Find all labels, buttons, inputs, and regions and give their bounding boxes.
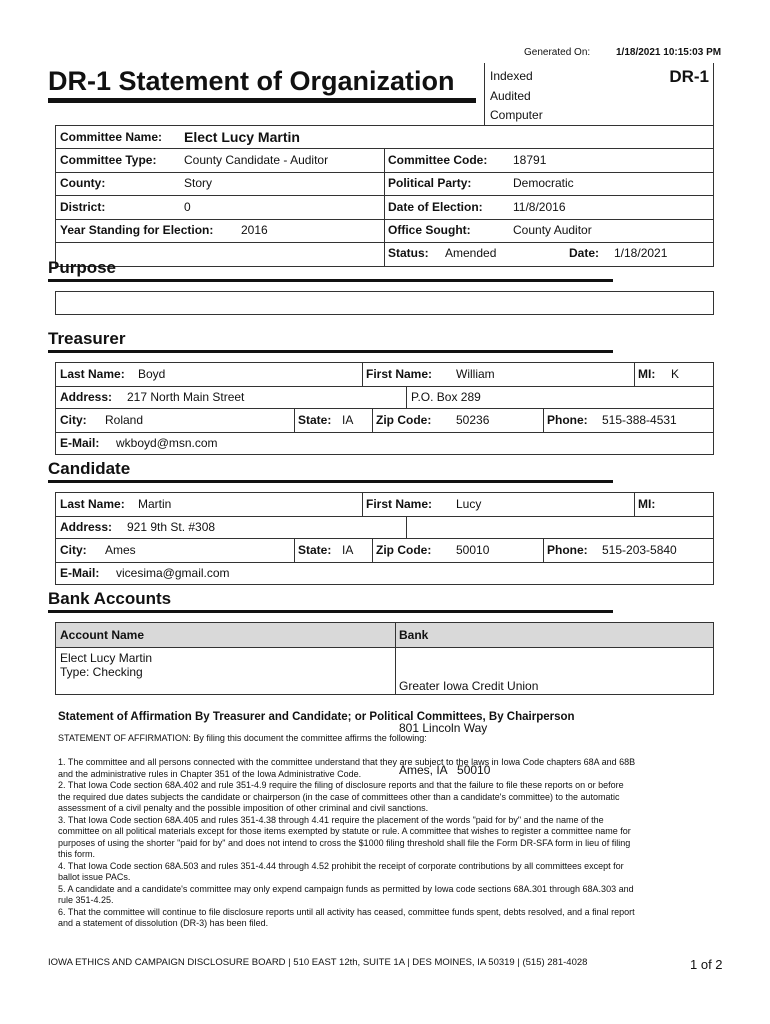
party-value: Democratic [513,176,574,190]
candidate-state-label: State: [298,543,332,557]
candidate-city-label: City: [60,543,87,557]
affirmation-line: 6. That the committee will continue to file disclosure reports until all activity has ceased, committee funds spent, debts resolved, and a final report [58,906,635,917]
affirmation-line: purposes of using the shorter "paid for by" and does not intend to cross the $1000 filing threshold shall file the Form DR-SFA form in lieu of filing [58,837,631,848]
party-label: Political Party: [388,176,472,190]
bank-account-type: Type: Checking [60,665,143,679]
treasurer-zip-label: Zip Code: [376,413,432,427]
treasurer-mi-value: K [671,367,680,381]
treasurer-first-value: William [456,367,495,381]
office-value: County Auditor [513,223,592,237]
candidate-first-value: Lucy [456,497,482,511]
treasurer-title: Treasurer [48,329,126,348]
computer-text: Computer [490,108,543,122]
bank-col-account: Account Name [60,628,145,642]
audited-text: Audited [490,88,531,103]
generated-value: 1/18/2021 10:15:03 PM [616,47,722,58]
candidate-city-value: Ames [105,543,136,557]
candidate-last-label: Last Name: [60,497,125,511]
affirmation-line: 1. The committee and all persons connected with the committee understand that they are subject to the laws in Iowa Code chapters 68A and 68B [58,757,636,767]
candidate-address-value: 921 9th St. #308 [127,520,216,534]
candidate-email-value: vicesima@gmail.com [116,566,230,580]
treasurer-last-value: Boyd [138,367,166,381]
treasurer-address2-value: P.O. Box 289 [411,390,481,404]
bank-account-cell [60,651,152,679]
page-number: 1 of 2 [690,957,723,972]
treasurer-email-label: E-Mail: [60,436,100,450]
committee-name-label: Committee Name: [60,130,163,144]
committee-type-label: Committee Type: [60,153,157,167]
candidate-address-label: Address: [60,520,113,534]
affirmation-line: and the administrative rules in Chapter 351 of the Iowa Administrative Code. [58,768,362,779]
treasurer-state-label: State: [298,413,332,427]
treasurer-box [55,362,714,455]
candidate-zip-value: 50010 [456,543,490,557]
date-label: Date: [569,246,600,260]
treasurer-city-value: Roland [105,413,144,427]
county-value: Story [184,176,213,190]
treasurer-zip-value: 50236 [456,413,490,427]
candidate-box [55,492,714,585]
purpose-box [55,291,714,315]
affirmation-line: 5. A candidate and a candidate's committee may only expend campaign funds as permitted by Iowa code sections 68A.301 through 68A.303 and [58,883,634,894]
affirmation-line: 4. That Iowa Code section 68A.503 and rules 351-4.44 through 4.52 prohibit the receipt of corporate contributions by all committees except for [58,860,624,871]
bank-street: 801 Lincoln Way [399,721,488,735]
affirmation-line: 3. That Iowa Code section 68A.405 and rules 351-4.38 through 4.41 require the placement of the words "paid for by" and the name of the [58,814,604,825]
treasurer-underline [48,350,613,353]
treasurer-phone-value: 515-388-4531 [602,413,677,427]
indexed-text: Indexed [490,69,533,83]
bank-name: Greater Iowa Credit Union [399,679,539,693]
treasurer-mi-label: MI: [638,367,656,381]
affirmation-line: this form. [58,849,96,859]
bank-city: Ames, IA 50010 [399,763,491,777]
election-date-label: Date of Election: [388,200,483,214]
affirmation-line: and a statement of dissolution (DR-3) has been filed. [58,918,269,928]
bank-table-header [56,623,713,648]
bank-underline [48,610,613,613]
county-label: County: [60,176,106,190]
treasurer-email-value: wkboyd@msn.com [116,436,218,450]
candidate-phone-value: 515-203-5840 [602,543,677,557]
affirmation-line: 2. That Iowa Code section 68A.402 and rule 351-4.9 require the filing of disclosure reports and that the failure to file these reports on or before [58,780,624,790]
committee-code-label: Committee Code: [388,153,488,167]
committee-code-value: 18791 [513,153,547,167]
treasurer-first-label: First Name: [366,367,433,381]
affirmation-line: committee on all political materials except for those items exempted by statute or rule. A committee that wishes to register a committee name for [58,826,631,836]
candidate-title: Candidate [48,459,131,478]
committee-type-value: County Candidate - Auditor [184,153,329,167]
candidate-phone-label: Phone: [547,543,588,557]
bank-title: Bank Accounts [48,589,172,608]
affirmation-body [58,757,718,930]
treasurer-address-label: Address: [60,390,113,404]
bank-account-name: Elect Lucy Martin [60,651,153,665]
district-value: 0 [184,200,191,214]
treasurer-city-label: City: [60,413,87,427]
candidate-last-value: Martin [138,497,172,511]
affirmation-title: Statement of Affirmation By Treasurer and Candidate; or Political Committees, By Chairperson [58,711,575,723]
committee-box [55,125,714,267]
status-value: Amended [445,246,497,260]
district-label: District: [60,200,106,214]
generated-label: Generated On: [524,47,591,58]
title-underline [48,98,476,103]
candidate-state-value: IA [342,543,354,557]
form-code: DR-1 [669,67,709,86]
date-value: 1/18/2021 [614,246,668,260]
status-label: Status: [388,246,429,260]
candidate-zip-label: Zip Code: [376,543,432,557]
candidate-first-label: First Name: [366,497,433,511]
bank-col-bank: Bank [399,628,429,642]
affirmation-line: assessment of a civil penalty and the possible imposition of other criminal and civil sanctions. [58,803,429,813]
footer-address: IOWA ETHICS AND CAMPAIGN DISCLOSURE BOARD | 510 EAST 12th, SUITE 1A | DES MOINES, IA 50319 | (515) 281-4028 [48,957,588,968]
candidate-mi-label: MI: [638,497,656,511]
purpose-underline [48,279,613,282]
page-title: DR-1 Statement of Organization [48,66,455,96]
candidate-underline [48,480,613,483]
candidate-email-label: E-Mail: [60,566,100,580]
treasurer-last-label: Last Name: [60,367,125,381]
office-label: Office Sought: [388,223,471,237]
status-stamp-lines [490,67,543,126]
status-stamp-box [484,63,714,125]
affirmation-line: ballot issue PACs. [58,872,131,882]
committee-name-value: Elect Lucy Martin [184,129,300,145]
affirmation-line: rule 351-4.25. [58,895,114,905]
year-value: 2016 [241,223,268,237]
affirmation-line: the required due dates subjects the candidate or chairperson (in the case of committees other than a candidate's committee) to the automatic [58,791,620,802]
treasurer-state-value: IA [342,413,354,427]
year-label: Year Standing for Election: [60,223,214,237]
purpose-title: Purpose [48,258,117,277]
treasurer-phone-label: Phone: [547,413,588,427]
treasurer-address-value: 217 North Main Street [127,390,245,404]
affirmation-intro: STATEMENT OF AFFIRMATION: By filing this document the committee affirms the following: [58,733,427,743]
election-date-value: 11/8/2016 [513,200,566,214]
